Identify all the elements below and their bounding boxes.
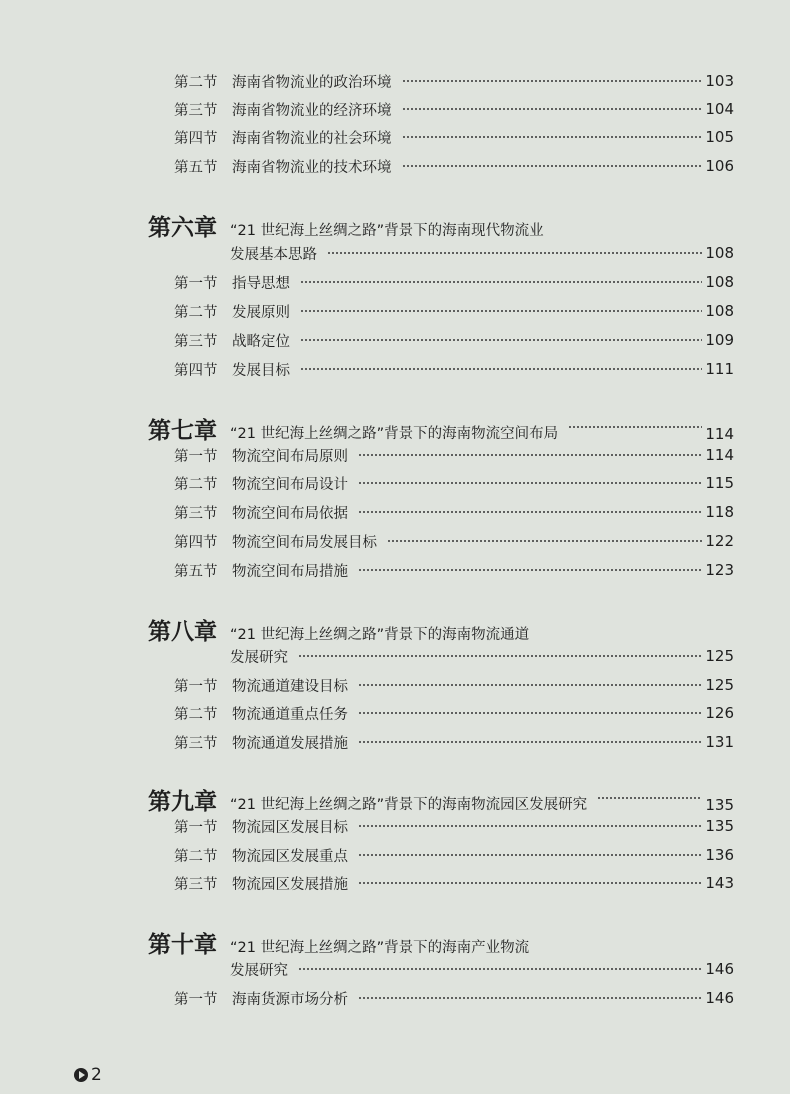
section-number: 第二节 [174, 706, 218, 723]
section-title: 物流园区发展重点 [232, 848, 348, 865]
leader-dots [568, 426, 702, 428]
chapter-label: 第八章 [148, 618, 217, 645]
section-number: 第五节 [174, 563, 218, 580]
toc-entry[interactable] [174, 844, 734, 866]
leader-dots [402, 136, 703, 138]
section-title: 海南省物流业的政治环境 [232, 74, 392, 91]
page-number: 106 [705, 157, 734, 175]
toc-entry[interactable] [174, 300, 734, 322]
section-title: 海南省物流业的经济环境 [232, 102, 392, 119]
toc-entry[interactable] [174, 731, 734, 753]
leader-dots [358, 684, 702, 686]
section-title: 物流空间布局措施 [232, 563, 348, 580]
chapter-title: “21 世纪海上丝绸之路”背景下的海南产业物流 [230, 940, 530, 956]
chapter-label: 第七章 [148, 417, 217, 444]
leader-dots [597, 797, 702, 799]
chapter-heading[interactable] [148, 932, 734, 958]
section-number: 第一节 [174, 678, 218, 695]
chapter-heading[interactable] [148, 619, 734, 645]
section-number: 第三节 [174, 102, 218, 119]
page-number: 146 [705, 989, 734, 1007]
page-number: 114 [705, 425, 734, 443]
section-number: 第一节 [174, 275, 218, 292]
section-number: 第三节 [174, 505, 218, 522]
chapter-label: 第六章 [148, 214, 217, 241]
page-number: 126 [705, 704, 734, 722]
section-title: 物流通道建设目标 [232, 678, 348, 695]
section-title: 海南货源市场分析 [232, 991, 348, 1008]
leader-dots [327, 252, 702, 254]
section-title: 物流空间布局原则 [232, 448, 348, 465]
page-number: 109 [705, 331, 734, 349]
chapter-heading[interactable] [148, 789, 734, 815]
chapter-label: 第九章 [148, 788, 217, 815]
chapter-heading[interactable] [148, 215, 734, 241]
section-title: 物流园区发展措施 [232, 876, 348, 893]
page-number: 136 [705, 846, 734, 864]
chapter-title: “21 世纪海上丝绸之路”背景下的海南物流空间布局 [230, 426, 559, 442]
page-number: 108 [705, 273, 734, 291]
page-number: 111 [705, 360, 734, 378]
section-number: 第一节 [174, 991, 218, 1008]
section-title: 海南省物流业的社会环境 [232, 130, 392, 147]
chapter-title-line2: 发展研究 [230, 649, 288, 666]
section-number: 第一节 [174, 448, 218, 465]
toc-entry[interactable] [174, 126, 734, 148]
leader-dots [358, 569, 702, 571]
leader-dots [358, 741, 702, 743]
section-title: 物流空间布局发展目标 [232, 534, 377, 551]
toc-entry[interactable] [174, 987, 734, 1009]
section-title: 物流通道重点任务 [232, 706, 348, 723]
page-footer [74, 1064, 102, 1086]
toc-entry[interactable] [174, 674, 734, 696]
page-number: 108 [705, 302, 734, 320]
section-title: 发展目标 [232, 362, 290, 379]
toc-entry[interactable] [174, 559, 734, 581]
leader-dots [300, 339, 702, 341]
leader-dots [298, 968, 702, 970]
section-title: 物流园区发展目标 [232, 819, 348, 836]
section-title: 物流空间布局设计 [232, 476, 348, 493]
toc-entry[interactable] [174, 271, 734, 293]
section-number: 第三节 [174, 333, 218, 350]
section-title: 海南省物流业的技术环境 [232, 159, 392, 176]
leader-dots [402, 80, 703, 82]
toc-entry[interactable] [174, 98, 734, 120]
page-number: 125 [705, 676, 734, 694]
toc-entry[interactable] [174, 358, 734, 380]
page-number: 143 [705, 874, 734, 892]
chapter-title-continuation[interactable] [230, 645, 734, 667]
leader-dots [358, 825, 702, 827]
section-number: 第五节 [174, 159, 218, 176]
chapter-title: “21 世纪海上丝绸之路”背景下的海南现代物流业 [230, 223, 544, 239]
chapter-title: “21 世纪海上丝绸之路”背景下的海南物流通道 [230, 627, 530, 643]
section-number: 第二节 [174, 476, 218, 493]
section-title: 指导思想 [232, 275, 290, 292]
page-number: 135 [705, 817, 734, 835]
section-title: 发展原则 [232, 304, 290, 321]
section-number: 第四节 [174, 362, 218, 379]
leader-dots [298, 655, 702, 657]
section-number: 第二节 [174, 848, 218, 865]
section-number: 第二节 [174, 74, 218, 91]
chapter-title-line2: 发展研究 [230, 962, 288, 979]
page-number: 125 [705, 647, 734, 665]
section-number: 第三节 [174, 876, 218, 893]
toc-entry[interactable] [174, 501, 734, 523]
section-number: 第四节 [174, 534, 218, 551]
arrow-circle-icon [74, 1068, 88, 1082]
section-title: 战略定位 [232, 333, 290, 350]
chapter-title-line2: 发展基本思路 [230, 246, 317, 263]
toc-entry[interactable] [174, 472, 734, 494]
leader-dots [358, 854, 702, 856]
section-number: 第一节 [174, 819, 218, 836]
leader-dots [387, 540, 702, 542]
toc-entry[interactable] [174, 702, 734, 724]
toc-entry[interactable] [174, 329, 734, 351]
chapter-title-continuation[interactable] [230, 242, 734, 264]
leader-dots [358, 712, 702, 714]
page-number: 131 [705, 733, 734, 751]
leader-dots [358, 511, 702, 513]
toc-entry[interactable] [174, 530, 734, 552]
page-number: 108 [705, 244, 734, 262]
page-number: 104 [705, 100, 734, 118]
leader-dots [300, 310, 702, 312]
toc-entry[interactable] [174, 872, 734, 894]
chapter-title: “21 世纪海上丝绸之路”背景下的海南物流园区发展研究 [230, 797, 588, 813]
leader-dots [358, 454, 702, 456]
leader-dots [300, 281, 702, 283]
page-number: 118 [705, 503, 734, 521]
page-number: 123 [705, 561, 734, 579]
toc-entry[interactable] [174, 155, 734, 177]
toc-entry[interactable] [174, 444, 734, 466]
section-number: 第三节 [174, 735, 218, 752]
page-number: 146 [705, 960, 734, 978]
page-number: 103 [705, 72, 734, 90]
leader-dots [300, 368, 702, 370]
leader-dots [358, 482, 702, 484]
folio-page-number: 2 [91, 1065, 102, 1085]
chapter-title-continuation[interactable] [230, 958, 734, 980]
page-number: 122 [705, 532, 734, 550]
page-number: 114 [705, 446, 734, 464]
section-title: 物流空间布局依据 [232, 505, 348, 522]
leader-dots [358, 997, 702, 999]
section-number: 第二节 [174, 304, 218, 321]
leader-dots [402, 165, 703, 167]
page-number: 105 [705, 128, 734, 146]
page-number: 135 [705, 796, 734, 814]
section-title: 物流通道发展措施 [232, 735, 348, 752]
chapter-heading[interactable] [148, 418, 734, 444]
toc-entry[interactable] [174, 70, 734, 92]
leader-dots [358, 882, 702, 884]
chapter-label: 第十章 [148, 931, 217, 958]
leader-dots [402, 108, 703, 110]
toc-entry[interactable] [174, 815, 734, 837]
section-number: 第四节 [174, 130, 218, 147]
page-number: 115 [705, 474, 734, 492]
